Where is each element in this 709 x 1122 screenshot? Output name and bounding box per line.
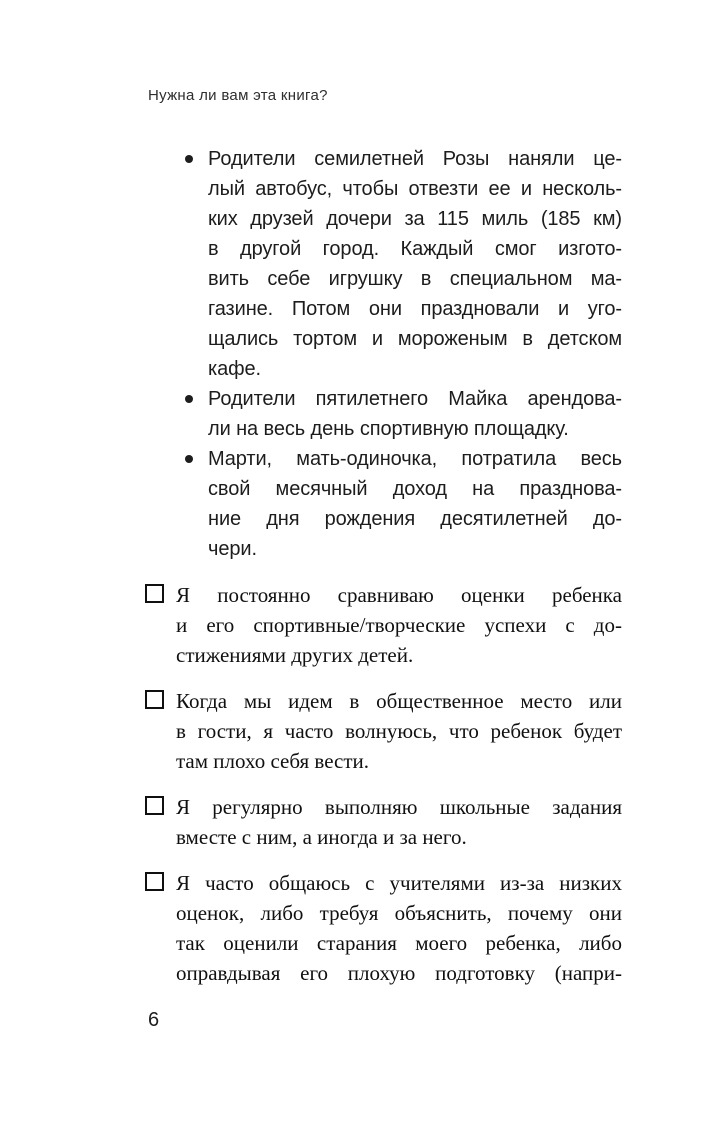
bullet-item	[148, 144, 622, 384]
checkbox-icon[interactable]	[145, 796, 164, 815]
running-head: Нужна ли вам эта книга?	[148, 87, 328, 104]
bullet-text-line: чери.	[208, 538, 257, 560]
bullet-text-line: Марти, мать-одиночка, потратила весь	[208, 448, 622, 470]
checklist-text-line: вместе с ним, а иногда и за него.	[176, 825, 467, 849]
checklist-text-line: Когда мы идем в общественное место или	[176, 689, 622, 713]
page-number: 6	[148, 1009, 160, 1031]
bullet-text-line: кафе.	[208, 358, 261, 380]
checklist-item	[148, 580, 622, 670]
bullet-text-line: свой месячный доход на празднова-	[208, 478, 622, 500]
checklist-text-line: Я регулярно выполняю школьные задания	[176, 795, 622, 819]
checklist-text-line: Я постоянно сравниваю оценки ребенка	[176, 583, 622, 607]
bullet-dot-icon	[185, 455, 193, 463]
checklist-text-line: Я часто общаюсь с учителями из-за низких	[176, 871, 622, 895]
bullet-item	[148, 384, 622, 444]
bullet-text-line: ли на весь день спортивную площадку.	[208, 418, 569, 440]
checklist-text-line: оценок, либо требуя объяснить, почему они	[176, 901, 622, 925]
checklist-text-line: и его спортивные/творческие успехи с до-	[176, 613, 622, 637]
checklist-item	[148, 792, 622, 852]
bullet-dot-icon	[185, 395, 193, 403]
checklist-text-line: в гости, я часто волнуюсь, что ребенок будет	[176, 719, 622, 743]
bullet-dot-icon	[185, 155, 193, 163]
checklist-text-line: оправдывая его плохую подготовку (напри-	[176, 961, 622, 985]
bullet-text-line: ких друзей дочери за 115 миль (185 км)	[208, 208, 622, 230]
checkbox-icon[interactable]	[145, 872, 164, 891]
bullet-text-line: щались тортом и мороженым в детском	[208, 328, 622, 350]
page-content	[148, 144, 622, 988]
checklist-item	[148, 868, 622, 988]
checklist-text-line: там плохо себя вести.	[176, 749, 370, 773]
bullet-text-line: ние дня рождения десятилетней до-	[208, 508, 622, 530]
checklist-text-line: стижениями других детей.	[176, 643, 414, 667]
bullet-text-line: газине. Потом они праздновали и уго-	[208, 298, 622, 320]
checklist-text-line: так оценили старания моего ребенка, либо	[176, 931, 622, 955]
bullet-text-line: в другой город. Каждый смог изгото-	[208, 238, 622, 260]
checklist	[148, 580, 622, 988]
bullet-text-line: Родители семилетней Розы наняли це-	[208, 148, 622, 170]
checkbox-icon[interactable]	[145, 584, 164, 603]
bullet-text-line: лый автобус, чтобы отвезти ее и несколь-	[208, 178, 622, 200]
checkbox-icon[interactable]	[145, 690, 164, 709]
checklist-item	[148, 686, 622, 776]
bullet-text-line: вить себе игрушку в специальном ма-	[208, 268, 622, 290]
bullet-item	[148, 444, 622, 564]
bullet-list	[148, 144, 622, 564]
bullet-text-line: Родители пятилетнего Майка арендова-	[208, 388, 622, 410]
